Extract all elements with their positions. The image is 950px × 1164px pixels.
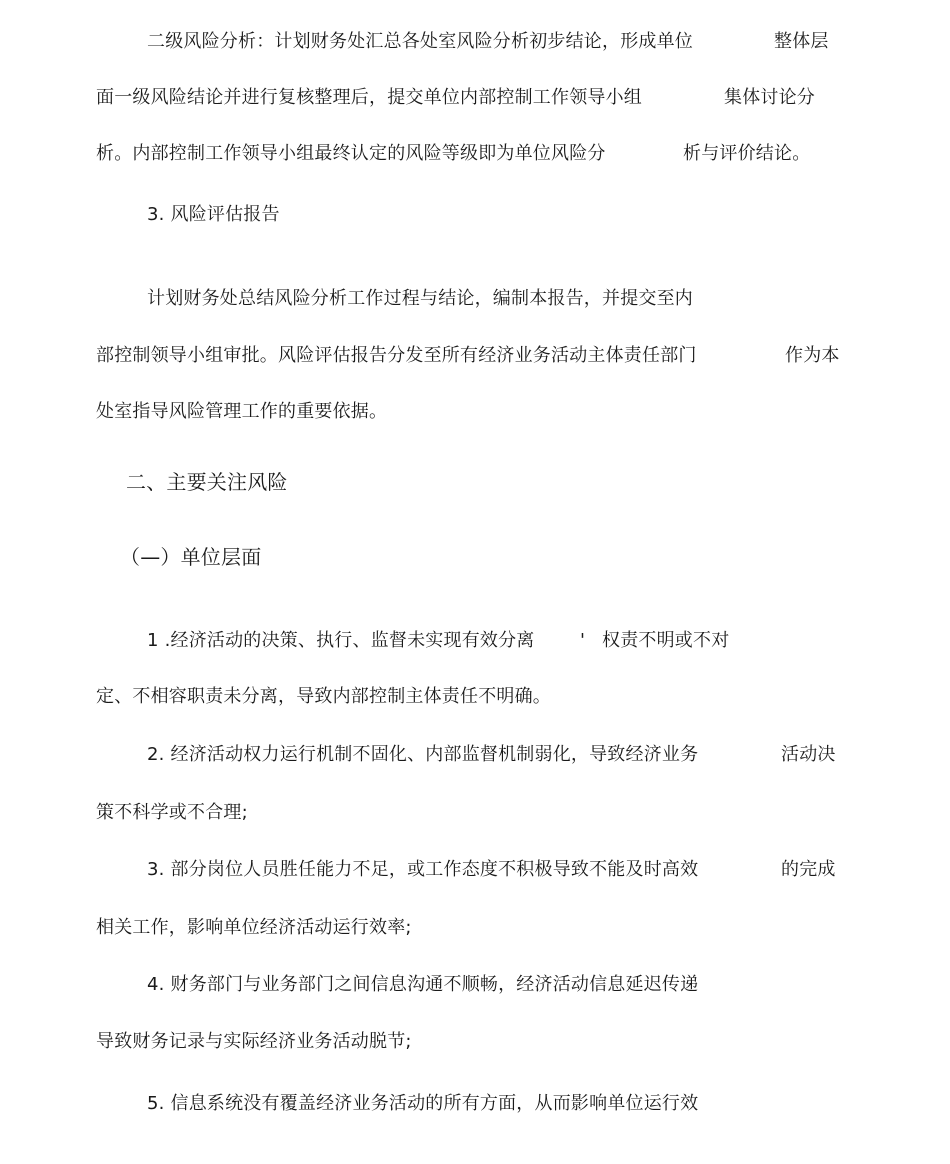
item2-line2: 策不科学或不合理; [96, 802, 248, 823]
item3-line1-right: 的完成 [781, 859, 836, 880]
p1-line3-right: 析与评价结论。 [683, 143, 811, 164]
item1-line1-right: 权责不明或不对 [602, 630, 730, 651]
heading-unit-level: （—）单位层面 [120, 545, 262, 569]
p1-line2-left: 面一级风险结论并进行复核整理后，提交单位内部控制工作领导小组 [96, 87, 642, 108]
item1-line1-mark: ' [580, 630, 586, 651]
heading-main-risks: 二、主要关注风险 [126, 470, 288, 494]
item5-line1: 5. 信息系统没有覆盖经济业务活动的所有方面，从而影响单位运行效 [147, 1093, 699, 1114]
item2-line1-right: 活动决 [781, 744, 836, 765]
item1-line1-left: 1 .经济活动的决策、执行、监督未实现有效分离 [147, 630, 535, 651]
p2-line3: 处室指导风险管理工作的重要依据。 [96, 401, 388, 422]
p2-line1: 计划财务处总结风险分析工作过程与结论，编制本报告，并提交至内 [147, 288, 693, 309]
item4-line1: 4. 财务部门与业务部门之间信息沟通不顺畅，经济活动信息延迟传递 [147, 974, 699, 995]
p1-line2-right: 集体讨论分 [724, 87, 815, 108]
p2-line2-right: 作为本 [785, 345, 840, 366]
section-title-risk-report: 3. 风险评估报告 [147, 204, 280, 225]
item1-line2: 定、不相容职责未分离，导致内部控制主体责任不明确。 [96, 686, 551, 707]
item2-line1-left: 2. 经济活动权力运行机制不固化、内部监督机制弱化，导致经济业务 [147, 744, 699, 765]
item3-line1-left: 3. 部分岗位人员胜任能力不足，或工作态度不积极导致不能及时高效 [147, 859, 699, 880]
p1-line3-left: 析。内部控制工作领导小组最终认定的风险等级即为单位风险分 [96, 143, 606, 164]
item3-line2: 相关工作，影响单位经济活动运行效率; [96, 917, 412, 938]
p1-line1-right: 整体层 [774, 31, 829, 52]
p2-line2-left: 部控制领导小组审批。风险评估报告分发至所有经济业务活动主体责任部门 [96, 345, 697, 366]
p1-line1-left: 二级风险分析：计划财务处汇总各处室风险分析初步结论，形成单位 [147, 31, 693, 52]
item4-line2: 导致财务记录与实际经济业务活动脱节; [96, 1031, 412, 1052]
